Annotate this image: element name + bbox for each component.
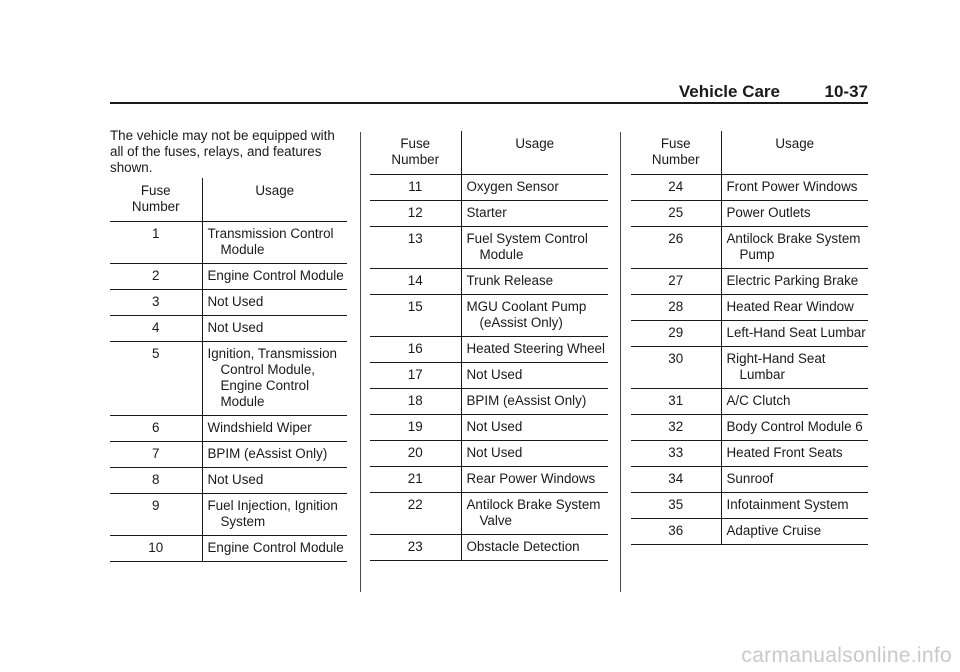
table-row (110, 316, 347, 342)
fuse-number: 4 (110, 316, 202, 342)
table-row (370, 441, 608, 467)
fuse-usage (202, 316, 347, 342)
fuse-usage-text: Body Control Module 6 (726, 419, 863, 434)
table-row (370, 201, 608, 227)
fuse-usage (721, 415, 868, 441)
fuse-usage-text: Sunroof (726, 471, 774, 486)
fuse-usage (721, 269, 868, 295)
table-row (110, 468, 347, 494)
table-row (631, 519, 868, 545)
fuse-usage (461, 441, 608, 467)
table-row (110, 342, 347, 416)
fuse-table-1 (110, 178, 347, 562)
table-row (370, 363, 608, 389)
page-number: 10-37 (824, 82, 868, 101)
table-row (370, 467, 608, 493)
fuse-number: 23 (370, 535, 461, 561)
fuse-usage (461, 493, 608, 535)
fuse-number: 1 (110, 222, 202, 264)
table-row (631, 441, 868, 467)
intro-text: The vehicle may not be equipped with all of the fuses, relays, and features shown. (110, 128, 335, 175)
fuse-number: 21 (370, 467, 461, 493)
fuse-usage-text: Oxygen Sensor (466, 179, 559, 194)
fuse-usage (202, 342, 347, 416)
fuse-number: 12 (370, 201, 461, 227)
table-row (110, 290, 347, 316)
fuse-usage-text: BPIM (eAssist Only) (207, 446, 328, 461)
fuse-number: 3 (110, 290, 202, 316)
fuse-usage-text: Obstacle Detection (466, 539, 580, 554)
table-row (370, 269, 608, 295)
fuse-usage (461, 467, 608, 493)
fuse-usage-text: Engine Control Module (207, 540, 344, 555)
table-row (110, 222, 347, 264)
table-header-row (110, 178, 347, 222)
fuse-usage (721, 201, 868, 227)
fuse-usage (461, 389, 608, 415)
fuse-number: 20 (370, 441, 461, 467)
table-row (370, 295, 608, 337)
table-row (110, 494, 347, 536)
fuse-usage (202, 264, 347, 290)
fuse-usage-text: Heated Steering Wheel (466, 341, 605, 356)
table-row (631, 415, 868, 441)
fuse-usage-text: Not Used (466, 367, 523, 382)
fuse-number-header: Fuse Number (631, 131, 721, 175)
fuse-number: 5 (110, 342, 202, 416)
fuse-usage-text: Windshield Wiper (207, 420, 312, 435)
fuse-usage-text: Trunk Release (466, 273, 554, 288)
fuse-usage (461, 535, 608, 561)
fuse-number: 34 (631, 467, 721, 493)
fuse-usage-text: Heated Rear Window (726, 299, 854, 314)
table-row (110, 264, 347, 290)
table-header-row (370, 131, 608, 175)
fuse-usage-text: Heated Front Seats (726, 445, 843, 460)
fuse-usage (721, 519, 868, 545)
table-row (631, 389, 868, 415)
table-row (370, 175, 608, 201)
fuse-usage (202, 536, 347, 562)
fuse-usage-text: Fuel System Control Module (466, 231, 588, 262)
fuse-usage (721, 493, 868, 519)
fuse-number: 28 (631, 295, 721, 321)
fuse-number: 10 (110, 536, 202, 562)
fuse-number: 29 (631, 321, 721, 347)
fuse-number: 35 (631, 493, 721, 519)
fuse-number: 15 (370, 295, 461, 337)
fuse-usage (721, 467, 868, 493)
table-row (370, 415, 608, 441)
fuse-usage-text: Infotainment System (726, 497, 849, 512)
fuse-number: 9 (110, 494, 202, 536)
header-rule (110, 102, 868, 104)
fuse-usage (721, 441, 868, 467)
fuse-table-3 (631, 131, 868, 545)
fuse-number-header: Fuse Number (110, 178, 202, 222)
column-divider-2 (620, 132, 621, 592)
fuse-number: 19 (370, 415, 461, 441)
table-row (631, 227, 868, 269)
fuse-usage-text: Transmission Control Module (207, 226, 334, 257)
fuse-usage (202, 442, 347, 468)
fuse-number: 13 (370, 227, 461, 269)
fuse-number: 11 (370, 175, 461, 201)
table-row (631, 295, 868, 321)
table-row (370, 535, 608, 561)
fuse-usage (721, 175, 868, 201)
table-row (631, 201, 868, 227)
fuse-usage-text: Starter (466, 205, 507, 220)
fuse-usage-text: Electric Parking Brake (726, 273, 859, 288)
fuse-usage (721, 295, 868, 321)
fuse-usage-text: Not Used (466, 445, 523, 460)
fuse-usage-text: Antilock Brake System Pump (726, 231, 861, 262)
fuse-number: 14 (370, 269, 461, 295)
usage-header: Usage (721, 131, 868, 175)
fuse-usage (721, 227, 868, 269)
fuse-usage (461, 415, 608, 441)
table-header-row (631, 131, 868, 175)
fuse-usage (461, 227, 608, 269)
fuse-usage-text: Not Used (207, 294, 264, 309)
fuse-usage (461, 295, 608, 337)
watermark: carmanualsonline.info (741, 644, 952, 667)
table-row (370, 389, 608, 415)
table-row (110, 536, 347, 562)
fuse-usage-text: Right-Hand Seat Lumbar (726, 351, 826, 382)
table-row (631, 467, 868, 493)
fuse-usage (461, 269, 608, 295)
table-row (631, 269, 868, 295)
fuse-number: 18 (370, 389, 461, 415)
fuse-usage-text: A/C Clutch (726, 393, 791, 408)
fuse-usage-text: Front Power Windows (726, 179, 858, 194)
usage-header: Usage (202, 178, 347, 222)
fuse-usage (202, 416, 347, 442)
fuse-usage (721, 389, 868, 415)
fuse-number: 6 (110, 416, 202, 442)
fuse-usage (461, 337, 608, 363)
fuse-usage-text: Rear Power Windows (466, 471, 596, 486)
fuse-number: 26 (631, 227, 721, 269)
table-row (110, 442, 347, 468)
fuse-usage (202, 222, 347, 264)
fuse-usage (461, 175, 608, 201)
section-title: Vehicle Care (678, 82, 780, 101)
fuse-usage-text: Antilock Brake System Valve (466, 497, 601, 528)
column-divider-1 (360, 132, 361, 592)
fuse-usage (461, 363, 608, 389)
table-row (370, 493, 608, 535)
fuse-usage-text: Not Used (207, 472, 264, 487)
fuse-usage-text: Engine Control Module (207, 268, 344, 283)
table-row (370, 227, 608, 269)
fuse-number: 36 (631, 519, 721, 545)
fuse-number: 30 (631, 347, 721, 389)
usage-header: Usage (461, 131, 608, 175)
fuse-number: 27 (631, 269, 721, 295)
fuse-usage (461, 201, 608, 227)
fuse-usage (721, 347, 868, 389)
fuse-usage-text: Left-Hand Seat Lumbar (726, 325, 866, 340)
table-row (631, 175, 868, 201)
fuse-usage-text: MGU Coolant Pump (eAssist Only) (466, 299, 587, 330)
fuse-number: 25 (631, 201, 721, 227)
fuse-number: 2 (110, 264, 202, 290)
table-row (631, 493, 868, 519)
fuse-usage (721, 321, 868, 347)
fuse-usage-text: BPIM (eAssist Only) (466, 393, 587, 408)
table-row (631, 347, 868, 389)
table-row (110, 416, 347, 442)
fuse-number: 32 (631, 415, 721, 441)
fuse-usage (202, 494, 347, 536)
fuse-number: 16 (370, 337, 461, 363)
fuse-number: 31 (631, 389, 721, 415)
fuse-number: 33 (631, 441, 721, 467)
fuse-number: 7 (110, 442, 202, 468)
fuse-usage-text: Fuel Injection, Ignition System (207, 498, 338, 529)
fuse-usage (202, 290, 347, 316)
page-header (110, 82, 868, 102)
fuse-number: 8 (110, 468, 202, 494)
fuse-number: 17 (370, 363, 461, 389)
fuse-usage-text: Adaptive Cruise (726, 523, 822, 538)
fuse-number: 22 (370, 493, 461, 535)
fuse-usage-text: Ignition, Transmission Control Module, Engine Control Module (207, 346, 337, 409)
fuse-number-header: Fuse Number (370, 131, 461, 175)
fuse-usage-text: Not Used (207, 320, 264, 335)
fuse-number: 24 (631, 175, 721, 201)
table-row (631, 321, 868, 347)
table-row (370, 337, 608, 363)
fuse-usage (202, 468, 347, 494)
fuse-table-2 (370, 131, 608, 561)
fuse-usage-text: Not Used (466, 419, 523, 434)
fuse-usage-text: Power Outlets (726, 205, 811, 220)
